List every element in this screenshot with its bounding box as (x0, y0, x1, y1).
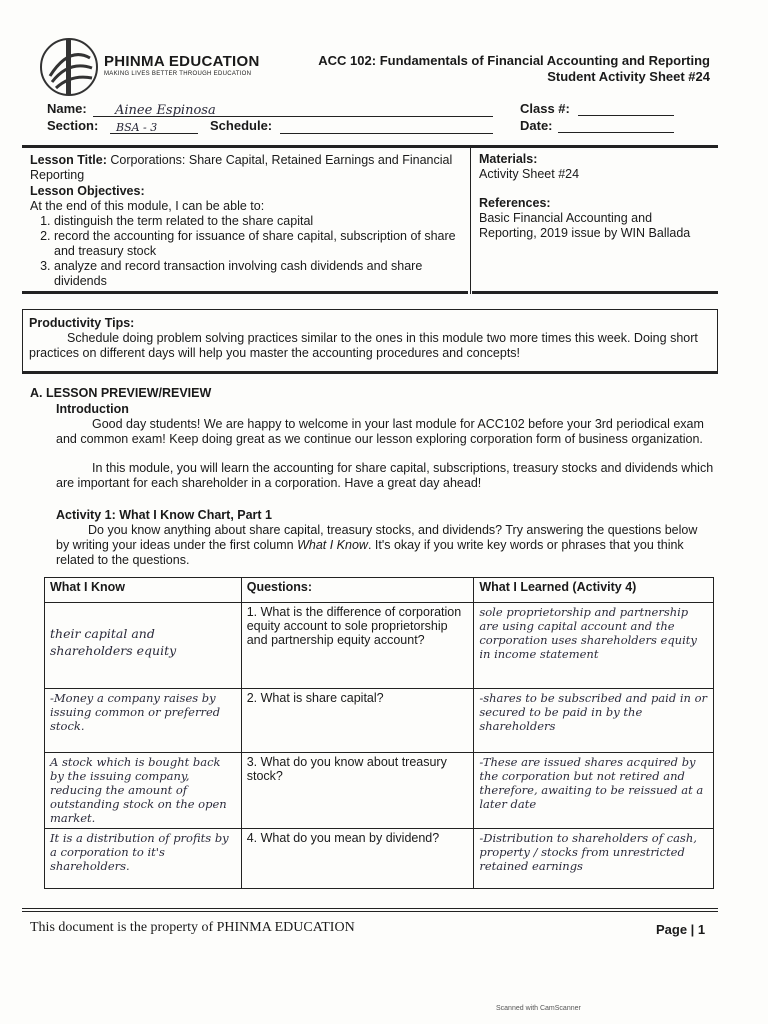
question-cell: 2. What is share capital? (241, 689, 474, 753)
section-field[interactable] (110, 118, 198, 134)
lesson-top-rule (22, 145, 718, 148)
section-value: BSA - 3 (116, 121, 158, 134)
what-i-know-chart (44, 577, 714, 889)
instructions-part-1: Do you know anything about share capital, treasury stocks, and dividends? Try answering the questions below by writing your ideas under the first column (56, 523, 698, 552)
course-title: ACC 102: Fundamentals of Financial Accounting and Reporting (318, 53, 710, 68)
org-tagline: MAKING LIVES BETTER THROUGH EDUCATION (104, 71, 252, 77)
table-row (45, 753, 714, 829)
table-row (45, 603, 714, 689)
date-field[interactable] (558, 118, 674, 133)
table-row (45, 689, 714, 753)
sheet-title: Student Activity Sheet #24 (547, 69, 710, 84)
instructions-part-2: . It's okay if you write key words or phrases that you think related to the questions. (56, 538, 684, 567)
lesson-title-block (30, 153, 460, 183)
column-header: What I Know (45, 578, 242, 603)
phinma-logo (38, 36, 100, 98)
phinma-logo-icon (38, 36, 100, 98)
name-value: Ainee Espinosa (115, 103, 216, 118)
lesson-bottom-rule-left (22, 291, 468, 294)
table-row (45, 829, 714, 889)
references-value: Basic Financial Accounting and Reporting, 2019 issue by WIN Ballada (479, 211, 691, 240)
class-field[interactable] (578, 101, 674, 116)
question-cell: 1. What is the difference of corporation equity account to sole proprietorship and partnership equity account? (241, 603, 474, 689)
section-label: Section: (47, 118, 99, 133)
date-label: Date: (520, 118, 553, 133)
tips-text: Schedule doing problem solving practices similar to the ones in this module two more times this week. Doing short practices on different days will help you master the accounting procedures and concepts! (29, 331, 698, 360)
footer-property-text: This document is the property of PHINMA EDUCATION (30, 920, 355, 935)
table-header-row (45, 578, 714, 603)
page-number: Page | 1 (656, 922, 706, 937)
lesson-bottom-rule-right (472, 291, 718, 294)
what-i-learned-cell[interactable]: -These are issued shares acquired by the corporation but not retired and therefore, awaiting to be reissued at a later date (474, 753, 714, 829)
name-label: Name: (47, 101, 87, 116)
what-i-know-cell[interactable]: -Money a company raises by issuing common or preferred stock. (45, 689, 242, 753)
question-cell: 4. What do you mean by dividend? (241, 829, 474, 889)
activity-title: Activity 1: What I Know Chart, Part 1 (56, 508, 273, 522)
what-i-learned-cell[interactable]: -shares to be subscribed and paid in or secured to be paid in by the shareholders (474, 689, 714, 753)
name-field[interactable] (93, 101, 493, 117)
question-cell: 3. What do you know about treasury stock? (241, 753, 474, 829)
objective-item: 2. record the accounting for issuance of share capital, subscription of share and treasury stock (54, 229, 458, 259)
lesson-column-divider (470, 148, 471, 294)
schedule-label: Schedule: (210, 118, 273, 133)
instructions-emphasis: What I Know (297, 538, 368, 552)
objectives-label: Lesson Objectives: (30, 184, 145, 198)
materials-label: Materials: (479, 152, 538, 166)
section-a-heading: A. LESSON PREVIEW/REVIEW (30, 386, 212, 400)
intro-paragraph-2: In this module, you will learn the accounting for share capital, subscriptions, treasury stocks and dividends which are important for each shareholder in a corporation. Have a great day ahead! (56, 461, 714, 490)
schedule-field[interactable] (280, 118, 493, 134)
productivity-tips-box (22, 309, 718, 374)
what-i-learned-cell[interactable]: sole proprietorship and partnership are using capital account and the corporation uses shareholders equity in income statement (474, 603, 714, 689)
objectives-list (20, 214, 458, 289)
footer-property (30, 920, 355, 936)
objective-item: 1. distinguish the term related to the share capital (54, 214, 458, 229)
org-name: PHINMA EDUCATION (104, 53, 260, 70)
objective-item: 3. analyze and record transaction involving cash dividends and share dividends (54, 259, 458, 289)
what-i-know-cell[interactable]: their capital and shareholders equity (45, 603, 242, 689)
what-i-know-cell[interactable]: It is a distribution of profits by a corporation to it's shareholders. (45, 829, 242, 889)
tips-label: Productivity Tips: (29, 316, 135, 330)
column-header: Questions: (241, 578, 474, 603)
lesson-title-value: Corporations: Share Capital, Retained Earnings and Financial Reporting (30, 153, 453, 182)
objectives-intro: At the end of this module, I can be able to: (30, 199, 265, 213)
what-i-know-cell[interactable]: A stock which is bought back by the issuing company, reducing the amount of outstanding stock on the open market. (45, 753, 242, 829)
references-label: References: (479, 196, 551, 210)
scanner-watermark: Scanned with CamScanner (496, 1005, 581, 1012)
materials-value: Activity Sheet #24 (479, 167, 580, 181)
activity-instructions (56, 523, 714, 568)
footer-rule (22, 908, 718, 912)
what-i-learned-cell[interactable]: -Distribution to shareholders of cash, property / stocks from unrestricted retained earnings (474, 829, 714, 889)
lesson-title-label: Lesson Title: (30, 153, 107, 167)
intro-paragraph-1: Good day students! We are happy to welcome in your last module for ACC102 before your 3rd periodical exam and common exam! Keep doing great as we continue our lesson exploring corporation form of business organization. (56, 417, 704, 446)
column-header: What I Learned (Activity 4) (474, 578, 714, 603)
intro-label: Introduction (56, 402, 129, 416)
class-label: Class #: (520, 101, 570, 116)
